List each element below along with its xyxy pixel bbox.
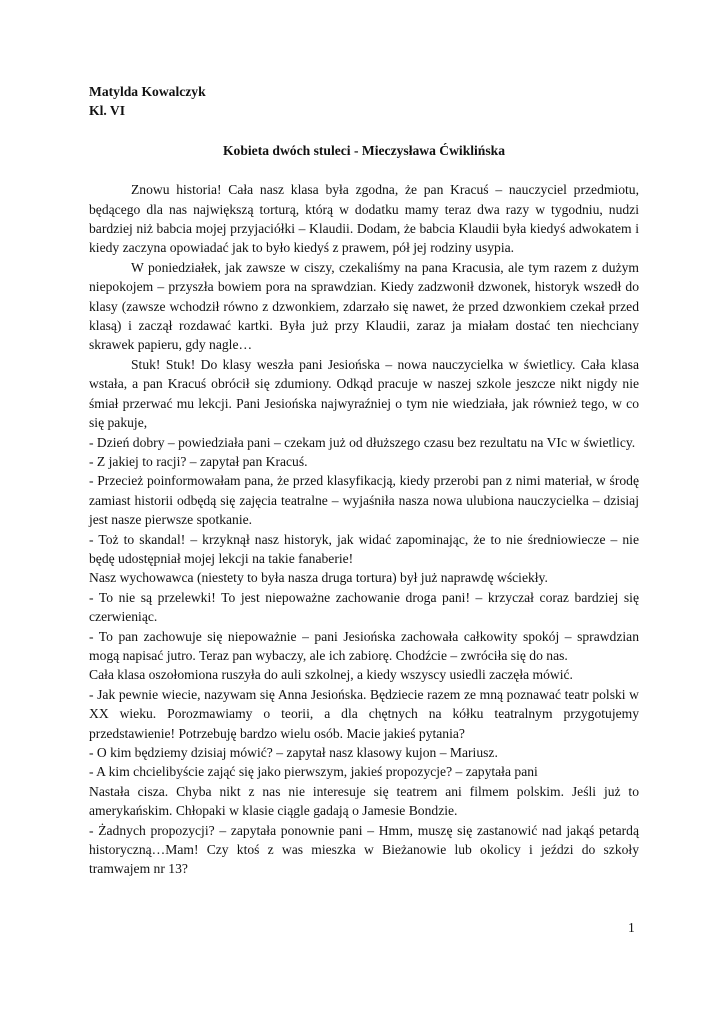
paragraph: - A kim chcielibyście zająć się jako pierwszym, jakieś propozycje? – zapytała pani xyxy=(89,764,538,780)
essay-text xyxy=(89,180,639,879)
paragraph: - Z jakiej to racji? – zapytał pan Kracuś. xyxy=(89,453,308,469)
paragraph: Znowu historia! Cała nasz klasa była zgodna, że pan Kracuś – nauczyciel przedmiotu, będącego dla nas największą torturą, którą w dodatku mamy teraz dwa razy w tygodniu, nudzi bardziej niż babcia mojej przyjaciółki – Klaudii. Dodam, że babcia Klaudii była kiedyś adwokatem i kiedy zaczyna opowiadać jak to było kiedyś z prawem, pół jej rodziny usypia. xyxy=(89,182,639,256)
paragraph: Nastała cisza. Chyba nikt z nas nie interesuje się teatrem ani filmem polskim. Jeśli już to amerykańskim. Chłopaki w klasie ciągle gadają o Jamesie Bondzie. xyxy=(89,783,639,819)
paragraph: - Jak pewnie wiecie, nazywam się Anna Jesiońska. Będziecie razem ze mną poznawać teatr polski w XX wieku. Porozmawiamy o teorii, a dla chętnych na kółku teatralnym przygotujemy przedstawienie! Potrzebuję bardzo wielu osób. Macie jakieś pytania? xyxy=(89,686,639,741)
paragraph: Stuk! Stuk! Do klasy weszła pani Jesiońska – nowa nauczycielka w świetlicy. Cała klasa wstała, a pan Kracuś obrócił się zdumiony. Odkąd pracuje w naszej szkole jeszcze nikt nigdy nie śmiał przerwać mu lekcji. Pani Jesiońska najwyraźniej o tym nie wiedziała, jak również tego, w co się pakuje, xyxy=(89,356,639,431)
paragraph: Nasz wychowawca (niestety to była nasza druga tortura) był już naprawdę wściekły. xyxy=(89,570,548,586)
paragraph: - O kim będziemy dzisiaj mówić? – zapytał nasz klasowy kujon – Mariusz. xyxy=(89,745,498,760)
paragraph: - Dzień dobry – powiedziała pani – czekam już od dłuższego czasu bez rezultatu na VIc w świetlicy. xyxy=(89,434,636,450)
author-name: Matylda Kowalczyk xyxy=(89,84,206,99)
paragraph: - To nie są przelewki! To jest niepoważne zachowanie droga pani! – krzyczał coraz bardziej się czerwieniąc. xyxy=(89,589,639,625)
paragraph: - Toż to skandal! – krzyknął nasz historyk, jak widać zapominając, że to nie średniowiecze – nie będę udostępniał mojej lekcji na takie fanaberie! xyxy=(89,531,639,566)
paragraph: - Żadnych propozycji? – zapytała ponownie pani – Hmm, muszę się zastanowić nad jakąś petardą historyczną…Mam! Czy ktoś z was mieszka w Bieżanowie lub okolicy i jeździ do szkoły tramwajem nr 13? xyxy=(89,822,639,877)
paragraph: Cała klasa oszołomiona ruszyła do auli szkolnej, a kiedy wszyscy usiedli zaczęła mówić. xyxy=(89,667,573,683)
document-body xyxy=(89,82,639,879)
class-label: Kl. VI xyxy=(89,103,126,119)
paragraph: W poniedziałek, jak zawsze w ciszy, czekaliśmy na pana Kracusia, ale tym razem z dużym niepokojem – przyszła bowiem pora na sprawdzian. Kiedy zadzwonił dzwonek, historyk wszedł do klasy (zawsze wchodził równo z dzwonkiem, zdarzało się nawet, że przed dzwonkiem czekał przed klasą) i zaczął rozdawać kartki. Była już przy Klaudii, zaraz ja miałam dostać ten niechciany skrawek papieru, gdy nagle… xyxy=(89,259,639,353)
paragraph: - To pan zachowuje się niepoważnie – pani Jesiońska zachowała całkowity spokój – sprawdzian mogą napisać jutro. Teraz pan wybaczy, ale ich zabiorę. Chodźcie – zwróciła się do nas. xyxy=(89,628,639,663)
essay-title: Kobieta dwóch stuleci - Mieczysława Ćwiklińska xyxy=(222,142,506,158)
page-number: 1 xyxy=(628,920,635,935)
paragraph: - Przecież poinformowałam pana, że przed klasyfikacją, kiedy przerobi pan z nimi materiał, w środę zamiast historii odbędą się zajęcia teatralne – wyjaśniła nasza nowa ulubiona nauczycielka – dzisiaj jest nasze pierwsze spotkanie. xyxy=(89,473,639,528)
